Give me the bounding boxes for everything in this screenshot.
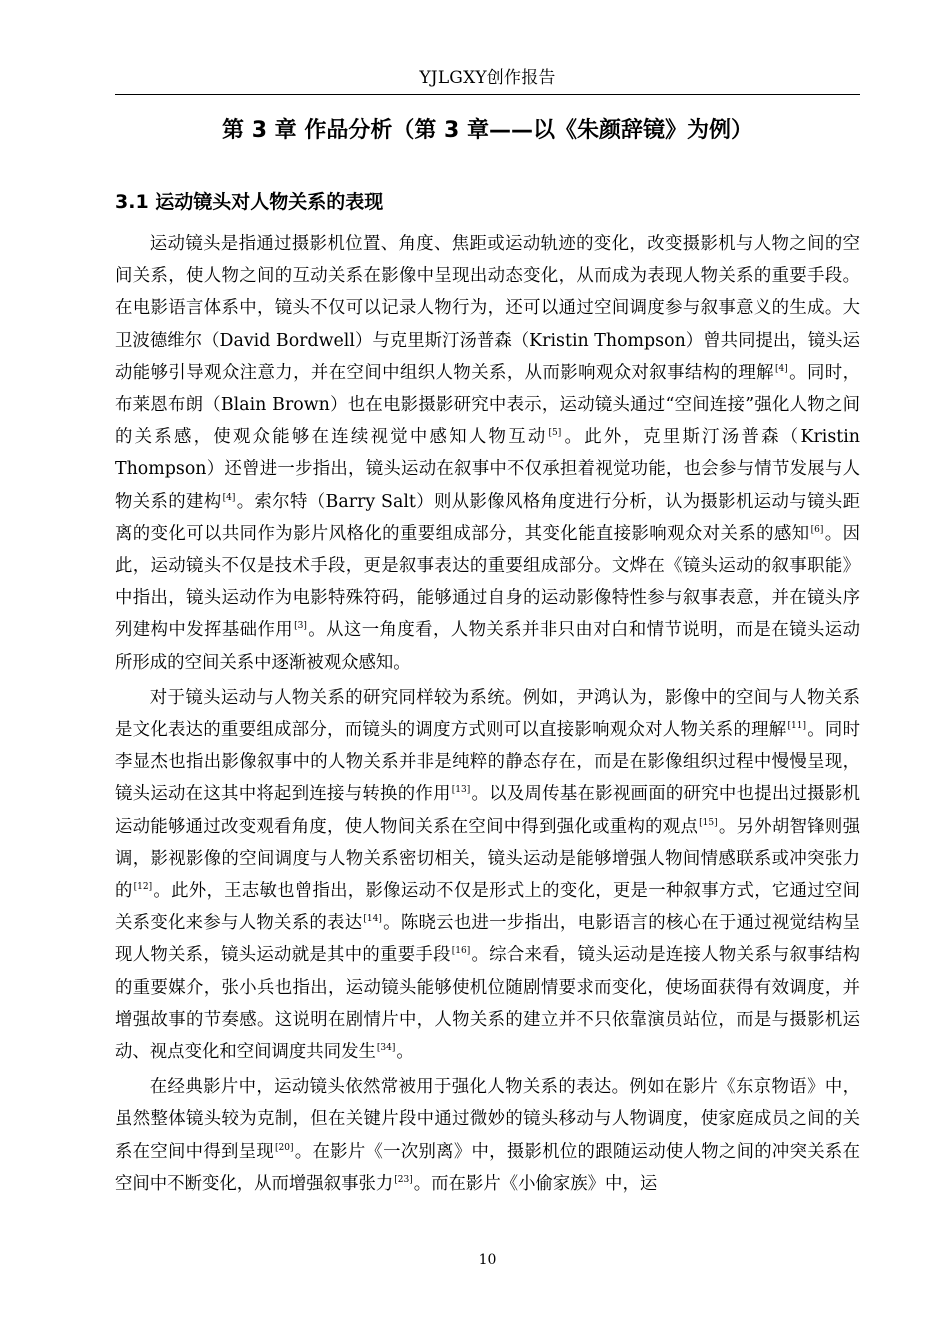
- text-run: 。综合来看，镜头运动是连接人物关系与叙事结构的重要媒介，张小兵也指出，运动镜头能够使机位随剧情要求而变化，使场面获得有效调度，并增强故事的节奏感。这说明在剧情片中，人物关系的建立并不只依靠演员站位，而是与摄影机运动、视点变化和空间调度共同发生: [115, 945, 860, 1063]
- paragraph-2: [115, 682, 860, 1068]
- page-number: 10: [478, 1252, 497, 1268]
- header-rule: [115, 94, 860, 95]
- citation: [6]: [810, 524, 824, 535]
- paragraph-1: [115, 228, 860, 679]
- section-title: 3.1 运动镜头对人物关系的表现: [115, 191, 384, 213]
- citation: [5]: [548, 428, 562, 439]
- body-text: [115, 228, 860, 1203]
- text-run: 对于镜头运动与人物关系的研究同样较为系统。例如，尹鸿认为，影像中的空间与人物关系是文化表达的重要组成部分，而镜头的调度方式则可以直接影响观众对人物关系的理解: [115, 687, 860, 741]
- text-run: 。: [396, 1042, 414, 1063]
- running-header: YJLGXY创作报告: [419, 68, 556, 88]
- citation: [15]: [699, 817, 718, 828]
- text-run: 。在影片《一次别离》中，摄影机位的跟随运动使人物之间的冲突关系在空间中不断变化，从而增强叙事张力: [115, 1141, 860, 1194]
- text-run: 。另外胡智锋则强调，影视影像的空间调度与人物关系密切相关，镜头运动是能够增强人物间情感联系或冲突张力的: [115, 816, 860, 902]
- citation: [12]: [133, 882, 153, 893]
- text-run: 。同时，布莱恩布朗（Blain Brown）也在电影摄影研究中表示，运动镜头通过“空间连接”强化人物之间的关系感，使观众能够在连续视觉中感知人物互动: [115, 362, 860, 448]
- chapter-title: 第 3 章 作品分析（第 3 章——以《朱颜辞镜》为例）: [222, 118, 753, 143]
- citation: [4]: [774, 363, 788, 374]
- citation: [16]: [451, 946, 471, 957]
- text-run: 。以及周传基在影视画面的研究中也提出过摄影机运动能够通过改变观看角度，使人物间关系在空间中得到强化或重构的观点: [115, 784, 860, 837]
- citation: [3]: [294, 621, 307, 632]
- paragraph-3: [115, 1071, 860, 1200]
- citation: [23]: [394, 1174, 413, 1185]
- text-run: 。因此，运动镜头不仅是技术手段，更是叙事表达的重要组成部分。文烨在《镜头运动的叙事职能》中指出，镜头运动作为电影特殊符码，能够通过自身的运动影像特性参与叙事表意，并在镜头序列建构中发挥基础作用: [115, 523, 860, 641]
- text-run: 。此外，王志敏也曾指出，影像运动不仅是形式上的变化，更是一种叙事方式，它通过空间关系变化来参与人物关系的表达: [115, 881, 860, 934]
- citation: [34]: [376, 1043, 396, 1054]
- text-run: 运动镜头是指通过摄影机位置、角度、焦距或运动轨迹的变化，改变摄影机与人物之间的空间关系，使人物之间的互动关系在影像中呈现出动态变化，从而成为表现人物关系的重要手段。在电影语言体系中，镜头不仅可以记录人物行为，还可以通过空间调度参与叙事意义的生成。大卫波德维尔（David Bordwell）与克里斯汀汤普森（Kristin Thompson）曾共同提出，镜头运动能够引导观众注意力，并在空间中组织人物关系，从而影响观众对叙事结构的理解: [115, 234, 860, 383]
- text-run: 。陈晓云也进一步指出，电影语言的核心在于通过视觉结构呈现人物关系，镜头运动就是其中的重要手段: [115, 913, 860, 966]
- citation: [4]: [222, 492, 236, 503]
- citation: [13]: [451, 785, 471, 796]
- text-run: 。索尔特（Barry Salt）则从影像风格角度进行分析，认为摄影机运动与镜头距离的变化可以共同作为影片风格化的重要组成部分，其变化能直接影响观众对关系的感知: [115, 491, 860, 544]
- text-run: 在经典影片中，运动镜头依然常被用于强化人物关系的表达。例如在影片《东京物语》中，虽然整体镜头较为克制，但在关键片段中通过微妙的镜头移动与人物调度，使家庭成员之间的关系在空间中得到呈现: [115, 1077, 860, 1162]
- citation: [14]: [363, 914, 382, 925]
- text-run: 。而在影片《小偷家族》中，运: [413, 1173, 658, 1194]
- text-run: 。从这一角度看，人物关系并非只由对白和情节说明，而是在镜头运动所形成的空间关系中逐渐被观众感知。: [115, 620, 860, 673]
- citation: [11]: [787, 721, 806, 732]
- text-run: 。此外，克里斯汀汤普森（Kristin Thompson）还曾进一步指出，镜头运动在叙事中不仅承担着视觉功能，也会参与情节发展与人物关系的建构: [115, 427, 860, 512]
- text-run: 。同时李显杰也指出影像叙事中的人物关系并非是纯粹的静态存在，而是在影像组织过程中慢慢呈现，镜头运动在这其中将起到连接与转换的作用: [115, 720, 860, 805]
- citation: [20]: [275, 1142, 294, 1153]
